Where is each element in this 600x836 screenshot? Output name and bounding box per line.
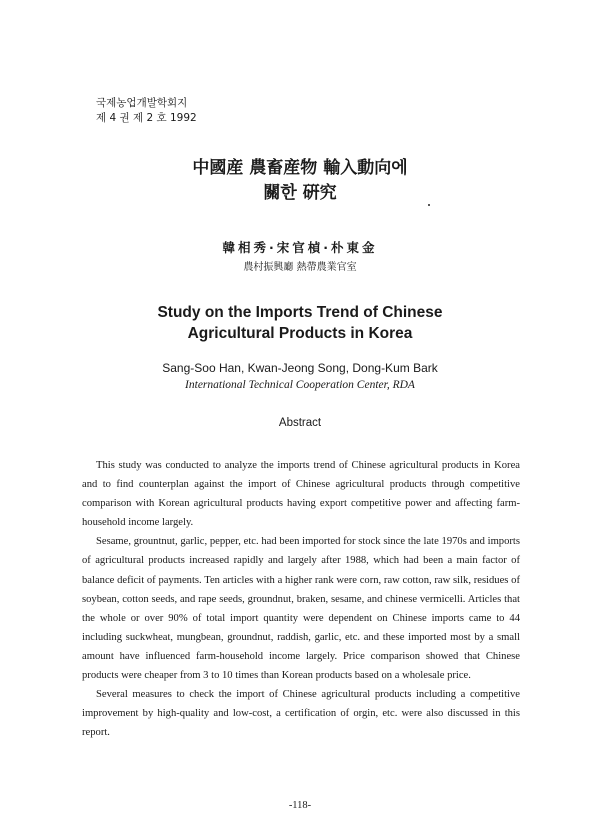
korean-title-line1: 中國産 農畜産物 輸入動向에	[192, 158, 408, 178]
page-number: -118-	[288, 800, 312, 811]
korean-title	[0, 156, 600, 206]
english-affiliation: International Technical Cooperation Center, RDA	[185, 379, 415, 391]
journal-info	[96, 96, 197, 126]
journal-name: 국제농업개발학회지	[96, 97, 188, 109]
abstract-paragraph: Sesame, grountnut, garlic, pepper, etc. had been imported for stock since the late 1970s and imports of agricultural products increased rapidly and largely after 1988, which had been a main factor of balance deficit of payments. Ten articles with a higher rank were corn, raw cotton, raw silk, residues of soybean, cotton seeds, and rape seeds, groundnut, braken, sesame, and chinese vermicelli. Articles that the whole or over 90% of total import quantity were dependent on Chinese imports came to 44 including suckwheat, mungbean, groundnut, raddish, garlic, etc. and these imported most by a small amount have influenced farm-household income largely. Price comparison showed that Chinese products were cheaper from 3 to 10 times than Korean products based on a wholesale price.	[82, 536, 520, 682]
english-title	[0, 302, 600, 344]
journal-volume: 제 4 권 제 2 호 1992	[96, 112, 197, 124]
korean-affiliation: 農村振興廳 熱帶農業官室	[243, 262, 357, 273]
english-title-line2: Agricultural Products in Korea	[187, 325, 413, 342]
korean-title-line2: 關한 硏究	[263, 183, 337, 203]
english-authors: Sang-Soo Han, Kwan-Jeong Song, Dong-Kum Bark	[162, 361, 438, 375]
abstract-heading: Abstract	[278, 417, 322, 429]
abstract-paragraph: Several measures to check the import of Chinese agricultural products including a competitive improvement by high-quality and low-cost, a certification of orgin, etc. were also discussed in this report.	[82, 689, 520, 739]
korean-authors: 韓相秀·宋官楨·朴東金	[222, 240, 378, 255]
abstract-body	[82, 456, 520, 742]
english-title-line1: Study on the Imports Trend of Chinese	[157, 304, 443, 321]
abstract-paragraph: This study was conducted to analyze the imports trend of Chinese agricultural products in Korea and to find counterplan against the import of Chinese agricultural products through competitive comparison with Korean agricultural products having export competitive power and affecting farm-household income largely.	[82, 460, 520, 529]
stray-dot	[428, 204, 430, 206]
